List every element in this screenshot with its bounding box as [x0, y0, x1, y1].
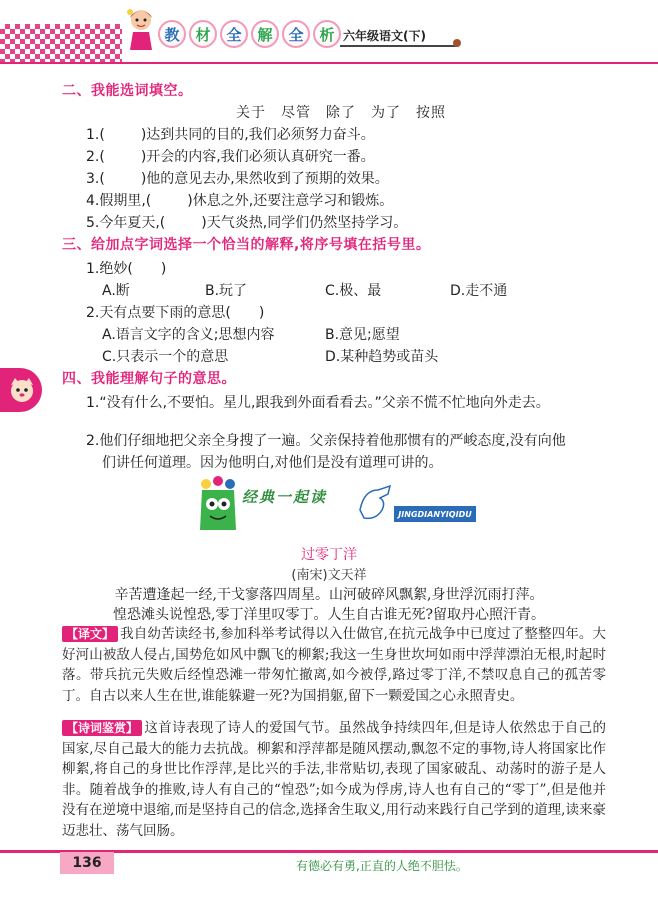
fill-item: 5.今年夏天,( )天气炎热,同学们仍然坚持学习。	[86, 215, 408, 231]
title-char: 解	[251, 20, 279, 48]
book-title	[158, 20, 341, 48]
footer-motto: 有德必有勇,正直的人绝不胆怯。	[296, 859, 468, 873]
sentence-item: 2.他们仔细地把父亲全身搜了一遍。父亲保持着他那惯有的严峻态度,没有向他	[86, 433, 566, 449]
option: C.只表示一个的意思	[102, 349, 229, 365]
title-char: 材	[189, 20, 217, 48]
option: C.极、最	[325, 283, 382, 299]
page-header	[0, 0, 658, 68]
appreciation-paragraph: 【诗词鉴赏】 这首诗表现了诗人的爱国气节。虽然战争持续四年,但是诗人依然忠于自己的国家,尽自己最大的能力去抗战。柳絮和浮萍都是随风摆动,飘忽不定的事物,诗人将国家比作柳絮,将自己的身世比作浮萍,是比兴的手法,非常贴切,表现了国家破乱、动荡时的游子是人非。随着战争的推败,诗人有自己的“惶恐”;如今成为俘虏,诗人也有自己的“零丁”,但是他并没有在逆境中退缩,而是坚持自己的信念,选择舍生取义,用行动来践行自己学到的道理,读来豪迈悲壮、荡气回肠。	[62, 720, 606, 839]
hand-pointer-icon	[356, 480, 396, 524]
option: D.走不通	[450, 283, 508, 299]
poem-author: (南宋)文天祥	[291, 568, 367, 583]
classic-reading-banner	[196, 472, 478, 540]
fill-item: 4.假期里,( )休息之外,还要注意学习和锻炼。	[86, 193, 394, 209]
pencil-icon	[452, 38, 462, 48]
grade-underline	[340, 45, 458, 47]
banner-pinyin: JINGDIANYIQIDU	[394, 506, 476, 522]
translation-paragraph: 【译文】 我自幼苦读经书,参加科举考试得以入仕做官,在抗元战争中已度过了整整四年。大好河山被敌人侵占,国势危如风中飘飞的柳絮;我这一生身世坎坷如雨中浮萍漂泊无根,时起时落。带兵抗元失败后经惶恐滩一带匆忙撤离,如今被俘,路过零丁洋,不禁叹息自己的孤苦零丁。自古以来人生在世,谁能躲避一死?为国捐躯,留下一颗爱国之心永照青史。	[62, 626, 606, 704]
monster-mascot-icon	[196, 476, 240, 536]
checker-pattern	[0, 24, 122, 62]
title-char: 全	[282, 20, 310, 48]
fill-item: 3.( )他的意见去办,果然收到了预期的效果。	[86, 171, 389, 187]
question-stem: 2.天有点要下雨的意思( )	[86, 305, 265, 321]
section-title: 三、给加点字词选择一个恰当的解释,将序号填在括号里。	[62, 237, 431, 253]
section-title: 二、我能选词填空。	[62, 83, 193, 99]
banner-title: 经典一起读	[242, 488, 328, 506]
word-bank: 关于 尽管 除了 为了 按照	[236, 105, 446, 121]
poem-title: 过零丁洋	[301, 547, 357, 563]
option: D.某种趋势或苗头	[325, 349, 439, 365]
appreciation-tag: 【诗词鉴赏】	[62, 720, 142, 736]
page-number: 136	[60, 852, 114, 874]
option: B.意见;愿望	[325, 327, 400, 343]
question-stem: 1.绝妙( )	[86, 261, 167, 277]
fill-item: 1.( )达到共同的目的,我们必须努力奋斗。	[86, 127, 375, 143]
translation-tag: 【译文】	[62, 626, 118, 642]
header-rule	[0, 62, 658, 64]
option: B.玩了	[205, 283, 248, 299]
sentence-item: 1.“没有什么,不要怕。星儿,跟我到外面看看去。”父亲不慌不忙地向外走去。	[86, 395, 550, 411]
title-char: 教	[158, 20, 186, 48]
poem-line: 辛苦遭逢起一经,干戈寥落四周星。山河破碎风飘絮,身世浮沉雨打萍。	[114, 587, 544, 603]
fill-item: 2.( )开会的内容,我们必须认真研究一番。	[86, 149, 375, 165]
section-title: 四、我能理解句子的意思。	[62, 371, 236, 387]
fox-face-icon	[8, 376, 36, 404]
girl-mascot-icon	[124, 6, 158, 52]
title-char: 全	[220, 20, 248, 48]
title-char: 析	[313, 20, 341, 48]
option: A.语言文字的含义;思想内容	[102, 327, 275, 343]
option: A.断	[102, 283, 130, 299]
grade-label: 六年级语文(下)	[343, 29, 426, 43]
sentence-item: 们讲任何道理。因为他明白,对他们是没有道理可讲的。	[102, 455, 443, 471]
poem-line: 惶恐滩头说惶恐,零丁洋里叹零丁。人生自古谁无死?留取丹心照汗青。	[113, 607, 545, 623]
